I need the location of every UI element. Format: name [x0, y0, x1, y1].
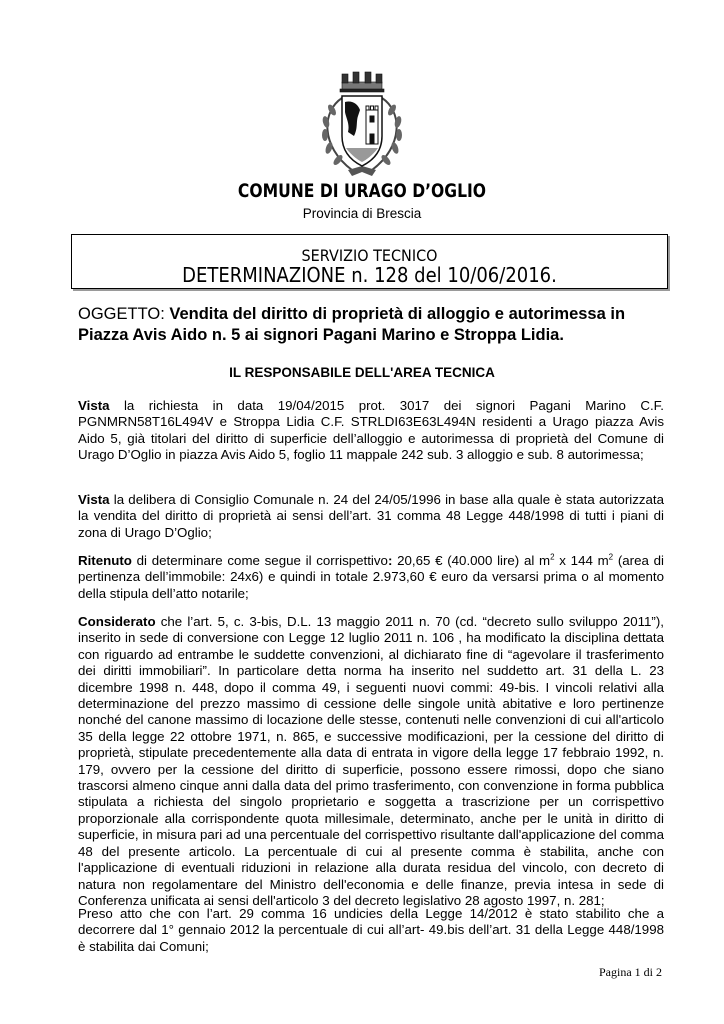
superscript: 2: [550, 552, 555, 562]
paragraph-text: di determinare come segue il corrispettivo: [131, 553, 388, 568]
section-heading: IL RESPONSABILE DELL'AREA TECNICA: [229, 365, 495, 380]
determination-title: DETERMINAZIONE n. 128 del 10/06/2016.: [182, 263, 557, 287]
subject-block: [78, 304, 666, 346]
paragraph-vista-2: [78, 492, 664, 541]
paragraph-text: la delibera di Consiglio Comunale n. 24 del 24/05/1996 in base alla quale è stata autorizzata la vendita del diritto di proprietà ai sensi dell’art. 31 comma 48 Legge 448/1998 di tutti i piani di zona di Urago D’Oglio;: [78, 492, 664, 540]
servizio-label: SERVIZIO TECNICO: [301, 246, 438, 265]
superscript: 2: [608, 552, 614, 562]
comune-title: COMUNE DI URAGO D’OGLIO: [237, 180, 487, 202]
paragraph-considerato: [78, 614, 664, 909]
determination-header-box: [71, 234, 668, 289]
subject-label: OGGETTO:: [78, 305, 170, 323]
subject-text: Vendita del diritto di proprietà di alloggio e autorimessa in Piazza Avis Aido n. 5 ai signori Pagani Marino e Stroppa Lidia.: [78, 305, 626, 344]
paragraph-text: la richiesta in data 19/04/2015 prot. 3017 dei signori Pagani Marino C.F. PGNMRN58T16L494V e Stroppa Lidia C.F. STRLDI63E63L494N residenti a Urago piazza Avis Aido 5, già titolari del diritto di superficie dell’alloggio e autorimessa di proprietà del Comune di Urago D’Oglio in piazza Avis Aido 5, foglio 11 mappale 242 sub. 3 alloggio e sub. 8 autorimessa;: [78, 398, 664, 463]
paragraph-text: 20,65 € (40.000 lire) al m: [392, 553, 551, 568]
paragraph-preso-atto: [78, 906, 664, 955]
paragraph-lead: Vista: [78, 398, 110, 413]
paragraph-text: che l’art. 5, c. 3-bis, D.L. 13 maggio 2011 n. 70 (cd. “decreto sullo sviluppo 2011”), inserito in sede di conversione con Legge 12 luglio 2011 n. 106 , ha modificato la disciplina dettata con riguardo ad entrambe le suddette convenzioni, al dichiarato fine di “agevolare il trasferimento dei diritti immobiliari”. In particolare detta norma ha inserito nel suddetto art. 31 della L. 23 dicembre 1998 n. 448, dopo il comma 49, i seguenti nuovi commi: 49-bis. I vincoli relativi alla determinazione del prezzo massimo di cessione delle singole unità abitative e loro pertinenze nonché del canone massimo di locazione delle stesse, contenuti nelle convenzioni di cui all'articolo 35 della legge 22 ottobre 1971, n. 865, e successive modificazioni, per la cessione del diritto di proprietà, stipulate precedentemente alla data di entrata in vigore della legge 17 febbraio 1992, n. 179, ovvero per la cessione del diritto di superficie, possono essere rimossi, dopo che siano trascorsi almeno cinque anni dalla data del primo trasferimento, con convenzione in forma pubblica stipulata a richiesta del singolo proprietario e soggetta a trascrizione per un corrispettivo proporzionale alla corrispondente quota millesimale, determinato, anche per le unità in diritto di superficie, in misura pari ad una percentuale del corrispettivo risultante dall'applicazione del comma 48 del presente articolo. La percentuale di cui al presente comma è stabilita, anche con l'applicazione di eventuali riduzioni in relazione alla durata residua del vincolo, con decreto di natura non regolamentare del Ministro dell'economia e delle finanze, previa intesa in sede di Conferenza unificata ai sensi dell'articolo 3 del decreto legislativo 28 agosto 1997, n. 281;: [78, 614, 664, 908]
paragraph-lead: Ritenuto: [78, 553, 132, 568]
page-number: Pagina 1 di 2: [599, 965, 662, 979]
provincia-subtitle: Provincia di Brescia: [302, 206, 422, 221]
paragraph-lead: Vista: [78, 492, 110, 507]
paragraph-colon: :: [387, 553, 393, 568]
municipal-crest-icon: [312, 66, 412, 182]
paragraph-lead: Considerato: [78, 614, 156, 629]
paragraph-vista-1: [78, 398, 664, 464]
paragraph-text: Preso atto che con l’art. 29 comma 16 undicies della Legge 14/2012 è stato stabilito che a decorrere dal 1° gennaio 2012 la percentuale di cui all’art- 49.bis dell’art. 31 della Legge 448/1998 è stabilita dai Comuni;: [78, 906, 664, 954]
paragraph-ritenuto: [78, 553, 664, 602]
paragraph-text: x 144 m: [554, 553, 609, 568]
paragraph-text: (area di pertinenza dell’immobile: 24x6) e quindi in totale 2.973,60 € euro da versarsi prima o al momento della stipula dell’atto notarile;: [78, 553, 664, 601]
